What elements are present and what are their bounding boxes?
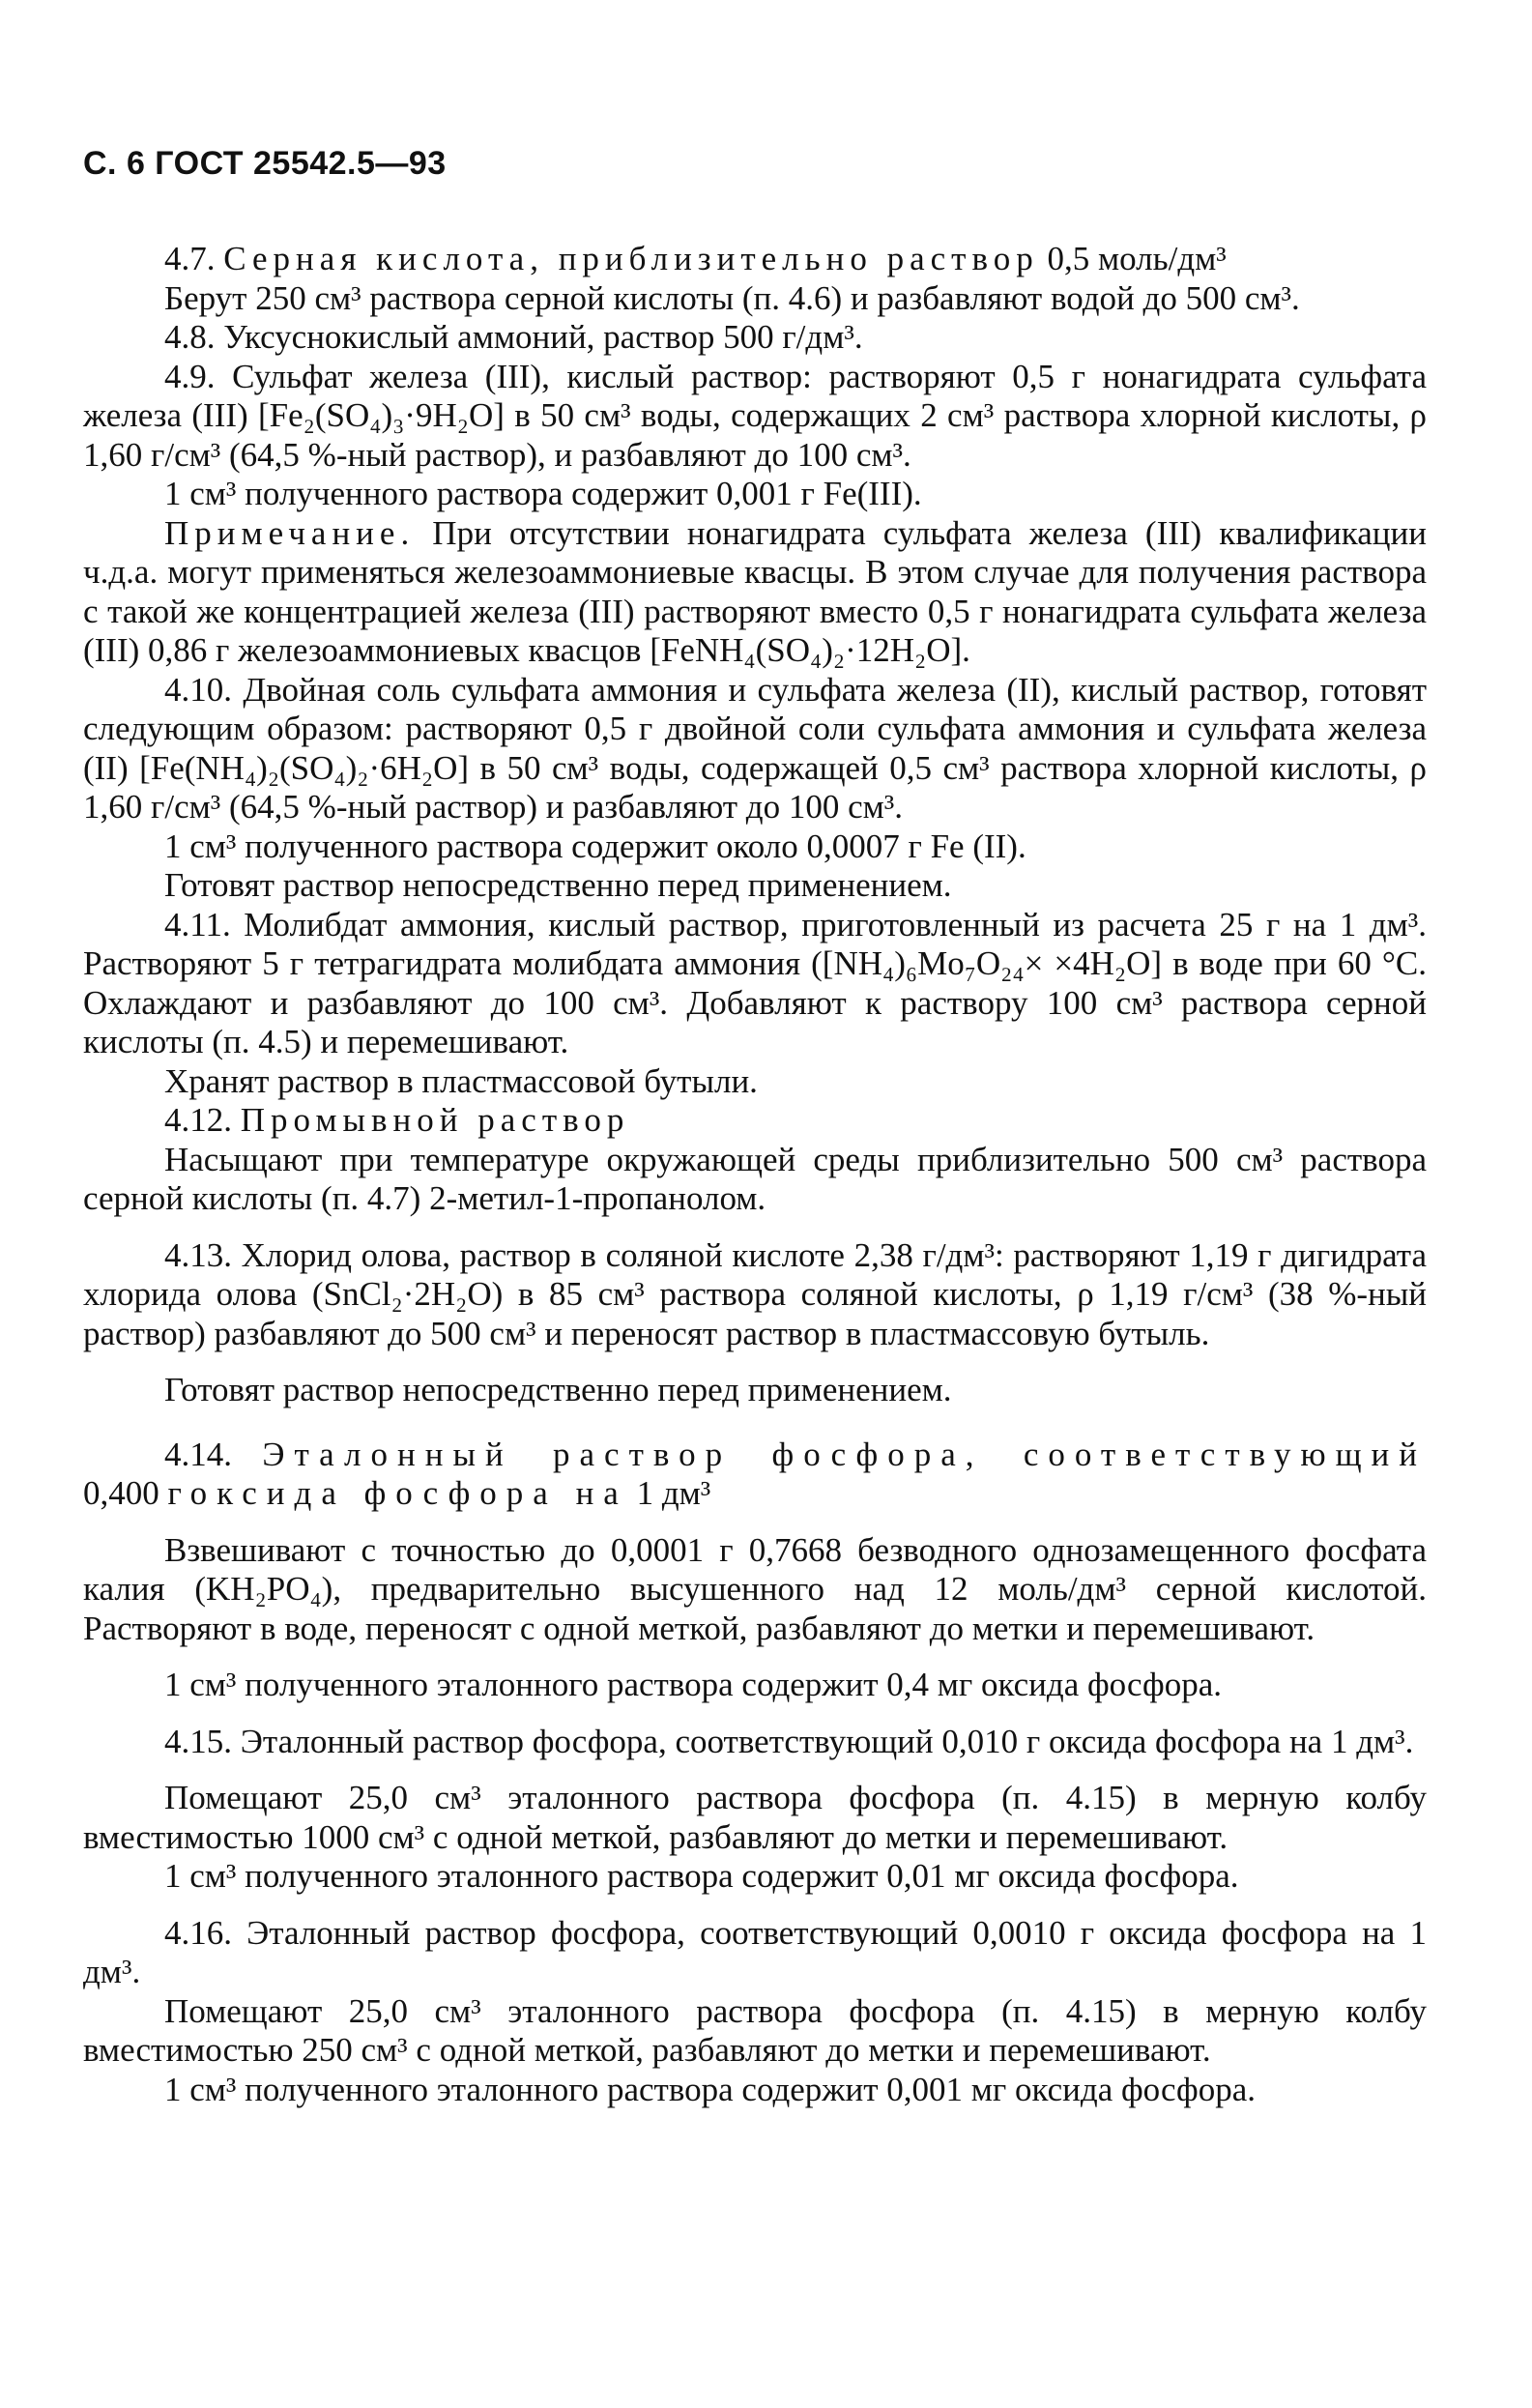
section-4-12-title: 4.12. Промывной раствор: [164, 1101, 630, 1139]
section-4-7-title: 4.7. Серная кислота, приблизительно раствор 0,5 моль/дм³: [164, 240, 1227, 277]
section-4-9-content: 1 см³ полученного раствора содержит 0,001 г Fe(III).: [164, 475, 922, 512]
note: [83, 514, 1427, 671]
section-4-13-note: Готовят раствор непосредственно перед применением.: [164, 1371, 952, 1408]
section-4-14-text: Взвешивают с точностью до 0,0001 г 0,7668 безводного однозамещенного фосфата калия (KH₂PO₄), предварительно высушенного над 12 моль/дм³ серной кислотой. Растворяют в воде, переносят с одной меткой, разбавляют до метки и перемешивают.: [83, 1530, 1427, 1647]
page-header: С. 6 ГОСТ 25542.5—93: [83, 145, 447, 182]
section-4-9: 4.9. Сульфат железа (III), кислый раствор: растворяют 0,5 г нонагидрата сульфата железа (III) [Fe₂(SO₄)₃·9H₂O] в 50 см³ воды, содержащих 2 см³ раствора хлорной кислоты, ρ 1,60 г/см³ (64,5 %-ный раствор), и разбавляют до 100 см³.: [83, 357, 1427, 474]
section-4-16-text: Помещают 25,0 см³ эталонного раствора фосфора (п. 4.15) в мерную колбу вместимостью 250 см³ с одной меткой, разбавляют до метки и перемешивают.: [83, 1991, 1427, 2069]
section-4-15-text: Помещают 25,0 см³ эталонного раствора фосфора (п. 4.15) в мерную колбу вместимостью 1000 см³ с одной меткой, разбавляют до метки и перемешивают.: [83, 1779, 1427, 1856]
section-4-16-content: 1 см³ полученного эталонного раствора содержит 0,001 мг оксида фосфора.: [164, 2070, 1256, 2108]
section-4-7-text: Берут 250 см³ раствора серной кислоты (п. 4.6) и разбавляют водой до 500 см³.: [164, 278, 1300, 317]
section-4-13: 4.13. Хлорид олова, раствор в соляной кислоте 2,38 г/дм³: растворяют 1,19 г дигидрата хлорида олова (SnCl₂·2H₂O) в 85 см³ раствора соляной кислоты, ρ 1,19 г/см³ (38 %-ный раствор) разбавляют до 500 см³ и переносят раствор в пластмассовую бутыль.: [83, 1235, 1427, 1352]
note-text: При отсутствии нонагидрата сульфата железа (III) квалификации ч.д.а. могут применяться железоаммониевые квасцы. В этом случае для получения раствора с такой же концентрацией железа (III) растворяют вместо 0,5 г нонагидрата сульфата железа (III) 0,86 г железоаммониевых квасцов [FeNH₄(SO₄)₂·12H₂O].: [83, 513, 1427, 669]
section-4-16: 4.16. Эталонный раствор фосфора, соответствующий 0,0010 г оксида фосфора на 1 дм³.: [83, 1913, 1427, 1990]
section-4-14-title: 4.14. Эталонный раствор фосфора, соответствующий: [164, 1435, 1427, 1473]
section-4-15: 4.15. Эталонный раствор фосфора, соответствующий 0,010 г оксида фосфора на 1 дм³.: [164, 1722, 1414, 1760]
section-4-12-text: Насыщают при температуре окружающей среды приблизительно 500 см³ раствора серной кислоты (п. 4.7) 2-метил-1-пропанолом.: [83, 1140, 1427, 1217]
section-4-10-content: 1 см³ полученного раствора содержит около 0,0007 г Fe (II).: [164, 827, 1026, 865]
note-label: Примечание.: [164, 513, 416, 552]
section-4-15-content: 1 см³ полученного эталонного раствора содержит 0,01 мг оксида фосфора.: [164, 1857, 1239, 1895]
section-4-11: 4.11. Молибдат аммония, кислый раствор, приготовленный из расчета 25 г на 1 дм³. Растворяют 5 г тетрагидрата молибдата аммония ([NH₄)₆Mo₇O₂₄× ×4H₂O] в воде при 60 °С. Охлаждают и разбавляют до 100 см³. Добавляют к раствору 100 см³ раствора серной кислоты (п. 4.5) и перемешивают.: [83, 905, 1427, 1060]
section-4-14-title-line2: 0,400 г оксида фосфора на 1 дм³: [83, 1474, 711, 1512]
section-4-11-storage: Хранят раствор в пластмассовой бутыли.: [164, 1061, 758, 1100]
section-4-10: 4.10. Двойная соль сульфата аммония и сульфата железа (II), кислый раствор, готовят следующим образом: растворяют 0,5 г двойной соли сульфата аммония и сульфата железа (II) [Fe(NH₄)₂(SO₄)₂·6H₂O] в 50 см³ воды, содержащей 0,5 см³ раствора хлорной кислоты, ρ 1,60 г/см³ (64,5 %-ный раствор) и разбавляют до 100 см³.: [83, 670, 1427, 826]
section-4-10-note: Готовят раствор непосредственно перед применением.: [164, 866, 952, 904]
document-body: [83, 240, 1427, 2109]
section-4-14-content: 1 см³ полученного эталонного раствора содержит 0,4 мг оксида фосфора.: [164, 1666, 1222, 1703]
section-4-8: 4.8. Уксуснокислый аммоний, раствор 500 г/дм³.: [164, 318, 863, 356]
